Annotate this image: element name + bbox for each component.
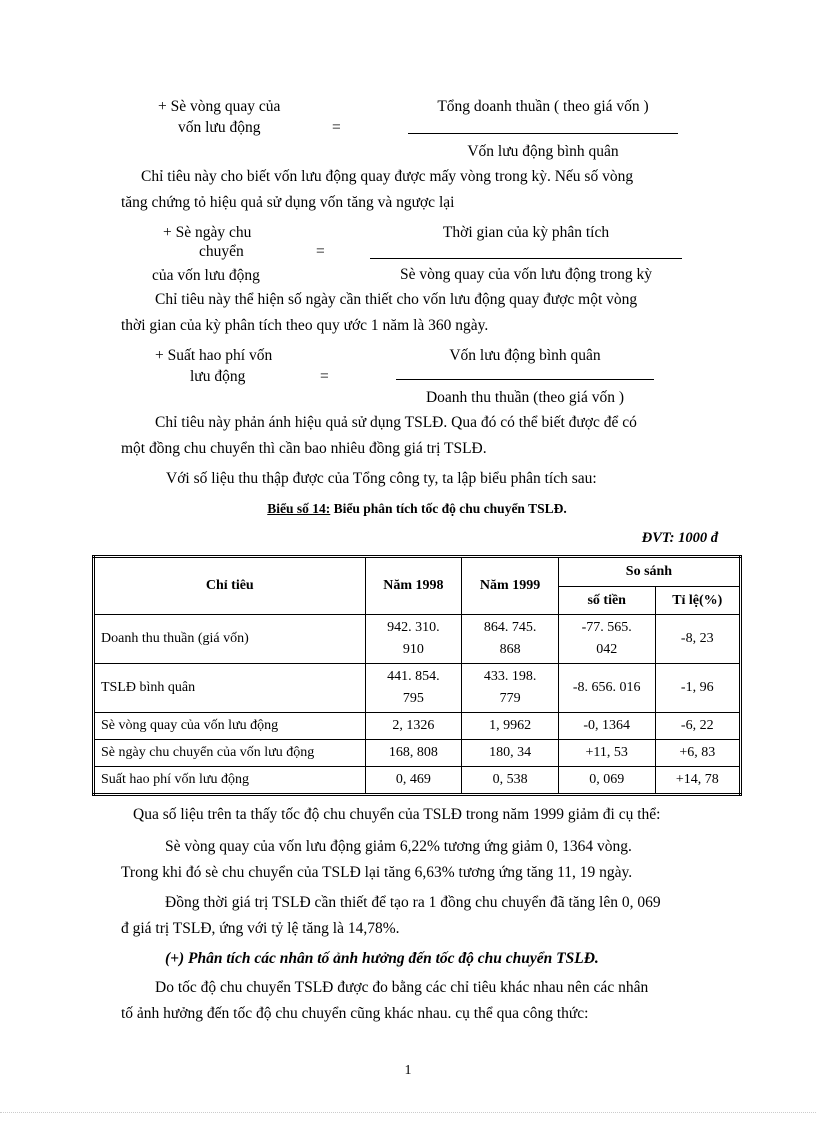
cell-amount: 0, 069 — [558, 767, 655, 795]
cell-1998: 2, 1326 — [365, 713, 462, 740]
cell-ratio: +6, 83 — [655, 740, 740, 767]
formula2-denominator: Sè vòng quay của vốn lưu động trong kỳ — [399, 266, 653, 283]
cell-1999: 0, 538 — [462, 767, 559, 795]
formula3-lhs-line2: lưu động — [190, 368, 246, 385]
cell-ratio: +14, 78 — [655, 767, 740, 795]
cell-1998 — [365, 664, 462, 713]
cell-1998: 168, 808 — [365, 740, 462, 767]
formula3-equals: = — [320, 368, 329, 385]
cell-1998-part2: 795 — [402, 691, 424, 706]
row-label: Doanh thu thuần (giá vốn) — [94, 615, 366, 664]
row-label: Suất hao phí vốn lưu động — [94, 767, 366, 795]
table-caption-label: Biểu số 14: — [267, 501, 331, 516]
cell-amount-part2: 042 — [596, 642, 618, 657]
formula2-equals: = — [316, 243, 325, 260]
cell-1998-part2: 910 — [402, 642, 424, 657]
para8-line2: tố ảnh hưởng đến tốc độ chu chuyển cũng khác nhau. cụ thể qua công thức: — [121, 1005, 589, 1022]
para6-line1: Sè vòng quay của vốn lưu động giảm 6,22% tương ứng giảm 0, 1364 vòng. — [165, 838, 632, 855]
formula3-numerator: Vốn lưu động bình quân — [449, 347, 601, 364]
para1-line2: tăng chứng tỏ hiệu quả sử dụng vốn tăng và ngược lại — [121, 194, 455, 211]
formula1-numerator: Tổng doanh thuần ( theo giá vốn ) — [437, 98, 649, 115]
cell-1999 — [462, 664, 559, 713]
page-number: 1 — [404, 1063, 412, 1078]
formula1-equals: = — [332, 119, 341, 136]
cell-1999 — [462, 615, 559, 664]
formula2-numerator: Thời gian của kỳ phân tích — [442, 224, 610, 241]
header-1999: Năm 1999 — [462, 557, 559, 615]
cell-1999: 180, 34 — [462, 740, 559, 767]
para5: Qua số liệu trên ta thấy tốc độ chu chuyển của TSLĐ trong năm 1999 giảm đi cụ thể: — [133, 806, 661, 823]
cell-1999-part1: 433. 198. — [483, 669, 537, 684]
para3-line1: Chỉ tiêu này phản ánh hiệu quả sử dụng TSLĐ. Qua đó có thể biết được để có — [155, 414, 637, 431]
row-label: Sè vòng quay của vốn lưu động — [94, 713, 366, 740]
cell-1998-part1: 942. 310. — [387, 620, 440, 635]
header-compare: So sánh — [558, 557, 740, 587]
cell-1999-part2: 868 — [499, 642, 521, 657]
cell-1999: 1, 9962 — [462, 713, 559, 740]
page-bottom-divider — [0, 1112, 816, 1113]
cell-1998: 0, 469 — [365, 767, 462, 795]
formula1-lhs-line2: vốn lưu động — [178, 119, 261, 136]
cell-1998 — [365, 615, 462, 664]
formula2-fraction-bar — [370, 258, 682, 259]
table-caption — [92, 501, 742, 517]
section-heading: (+) Phân tích các nhân tố ảnh hưởng đến tốc độ chu chuyển TSLĐ. — [165, 950, 599, 967]
cell-amount: -8. 656. 016 — [558, 664, 655, 713]
para4: Với số liệu thu thập được của Tổng công ty, ta lập biểu phân tích sau: — [166, 470, 597, 487]
para6-line2: Trong khi đó sè chu chuyển của TSLĐ lại tăng 6,63% tương ứng tăng 11, 19 ngày. — [121, 864, 633, 881]
cell-amount — [558, 615, 655, 664]
table-row — [94, 740, 741, 767]
formula2-lhs-line1: + Sè ngày chu — [163, 224, 252, 241]
cell-ratio: -1, 96 — [655, 664, 740, 713]
cell-1999-part1: 864. 745. — [483, 620, 537, 635]
formula3-lhs-line1: + Suất hao phí vốn — [155, 347, 273, 364]
formula2-lhs-line2: chuyển — [199, 243, 244, 260]
header-indicator: Chỉ tiêu — [94, 557, 366, 615]
para1-line1: Chỉ tiêu này cho biết vốn lưu động quay được mấy vòng trong kỳ. Nếu số vòng — [141, 168, 634, 185]
row-label: Sè ngày chu chuyển của vốn lưu động — [94, 740, 366, 767]
cell-ratio: -6, 22 — [655, 713, 740, 740]
formula3-fraction-bar — [396, 379, 654, 380]
table-row — [94, 615, 741, 664]
cell-1999-part2: 779 — [499, 691, 521, 706]
table-row — [94, 664, 741, 713]
para7-line2: đ giá trị TSLĐ, ứng với tỷ lệ tăng là 14,78%. — [121, 920, 400, 937]
cell-amount-part1: -77. 565. — [581, 620, 632, 635]
row-label: TSLĐ bình quân — [94, 664, 366, 713]
para8-line1: Do tốc độ chu chuyển TSLĐ được đo bằng các chỉ tiêu khác nhau nên các nhân — [155, 979, 649, 996]
header-ratio: Tỉ lệ(%) — [655, 587, 740, 615]
para7-line1: Đồng thời giá trị TSLĐ cần thiết để tạo ra 1 đồng chu chuyển đã tăng lên 0, 069 — [165, 894, 661, 911]
formula1-fraction-bar — [408, 133, 678, 134]
unit-label: ĐVT: 1000 đ — [641, 530, 718, 546]
table-row — [94, 713, 741, 740]
header-amount: số tiền — [558, 587, 655, 615]
formula3-denominator: Doanh thu thuần (theo giá vốn ) — [425, 389, 624, 406]
turnover-analysis-table — [92, 555, 742, 796]
cell-ratio: -8, 23 — [655, 615, 740, 664]
para2-line2: thời gian của kỳ phân tích theo quy ước 1 năm là 360 ngày. — [121, 317, 489, 334]
para3-line2: một đồng chu chuyển thì cần bao nhiêu đồng giá trị TSLĐ. — [121, 440, 487, 457]
formula1-lhs-line1: + Sè vòng quay của — [158, 98, 281, 115]
cell-amount: -0, 1364 — [558, 713, 655, 740]
formula1-denominator: Vốn lưu động bình quân — [467, 143, 619, 160]
header-1998: Năm 1998 — [365, 557, 462, 615]
table-row — [94, 767, 741, 795]
table-caption-text: Biểu phân tích tốc độ chu chuyển TSLĐ. — [330, 501, 567, 516]
formula2-lhs-line3: của vốn lưu động — [152, 267, 260, 284]
cell-amount: +11, 53 — [558, 740, 655, 767]
cell-1998-part1: 441. 854. — [387, 669, 440, 684]
para2-line1: Chỉ tiêu này thể hiện số ngày cần thiết cho vốn lưu động quay được một vòng — [155, 291, 638, 308]
